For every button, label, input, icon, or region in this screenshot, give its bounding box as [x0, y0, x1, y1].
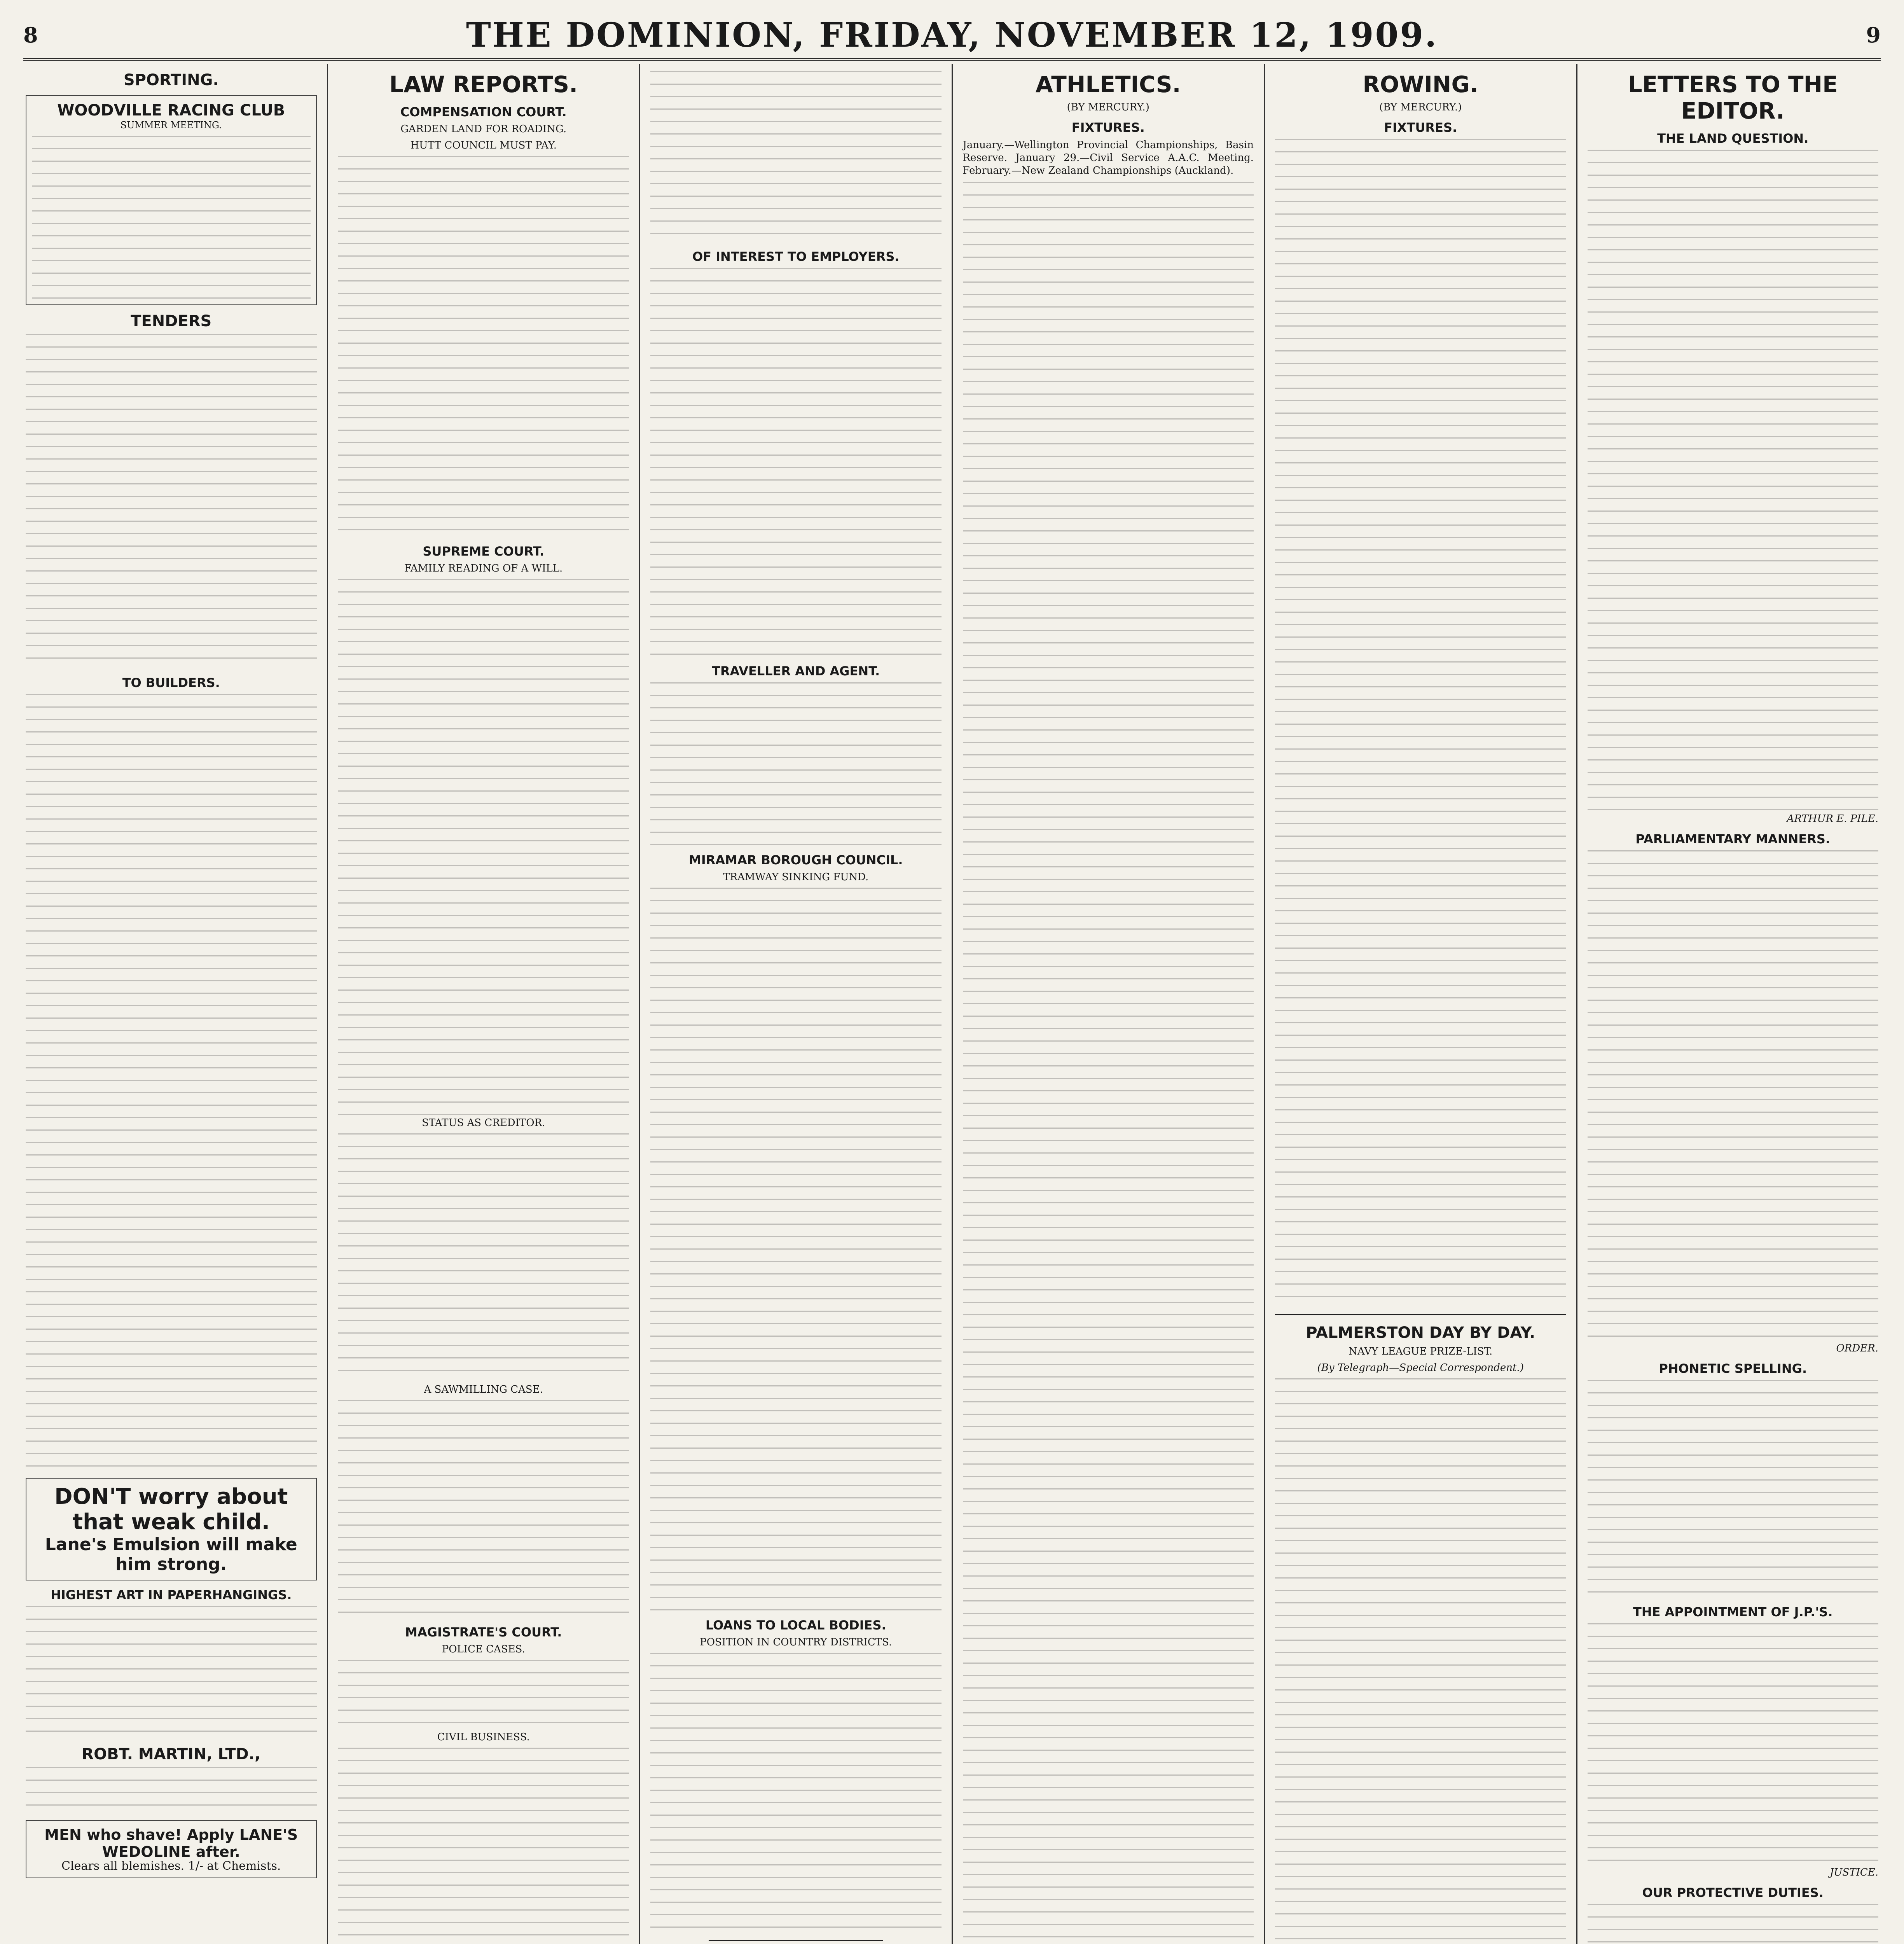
family-reading-subheading: FAMILY READING OF A WILL. [404, 563, 563, 574]
loans-text [650, 1653, 942, 1933]
tramway-fund-subheading: TRAMWAY SINKING FUND. [723, 871, 869, 883]
protective-duties-heading: OUR PROTECTIVE DUTIES. [1642, 1885, 1824, 1900]
sawmilling-text [338, 1400, 629, 1618]
employers-text [650, 268, 942, 657]
tenders-body [26, 334, 317, 668]
shave-line-1: MEN who shave! Apply LANE'S WEDOLINE after. [44, 1826, 298, 1860]
athletics-text [963, 182, 1254, 1944]
phonetic-heading: PHONETIC SPELLING. [1659, 1361, 1807, 1376]
hutt-council-subheading: HUTT COUNCIL MUST PAY. [410, 140, 557, 151]
divider [1275, 1314, 1566, 1315]
traveller-agent-heading: TRAVELLER AND AGENT. [712, 664, 880, 678]
sawmilling-subheading: A SAWMILLING CASE. [424, 1384, 543, 1395]
rowing-text [1275, 139, 1566, 1305]
paperhangings-heading: HIGHEST ART IN PAPERHANGINGS. [51, 1587, 292, 1602]
letters-heading: LETTERS TO THE EDITOR. [1628, 71, 1838, 124]
lanes-emulsion-ad [26, 1478, 317, 1580]
page-number-left: 8 [23, 23, 38, 47]
page-number-right: 9 [1866, 23, 1881, 47]
phonetic-text [1588, 1380, 1879, 1598]
signature-3: JUSTICE. [1830, 1867, 1878, 1878]
shave-line-2: Clears all blemishes. 1/- at Chemists. [61, 1859, 281, 1873]
compensation-court-heading: COMPENSATION COURT. [400, 105, 567, 119]
divider [709, 1940, 883, 1941]
athletics-byline: (BY MERCURY.) [1067, 101, 1149, 113]
civil-business-text [338, 1748, 629, 1944]
sporting-heading: SPORTING. [123, 71, 219, 89]
palmerston-text [1275, 1378, 1566, 1944]
column-advertisements [16, 64, 328, 1944]
signature-2: ORDER. [1836, 1343, 1878, 1354]
column-athletics [953, 64, 1265, 1944]
paperhangings-body [26, 1606, 317, 1738]
column-law-reports [328, 64, 641, 1944]
woodville-ad [26, 95, 317, 305]
supreme-court-heading: SUPREME COURT. [423, 544, 545, 559]
magistrates-court-heading: MAGISTRATE'S COURT. [405, 1625, 562, 1640]
parliamentary-manners-heading: PARLIAMENTARY MANNERS. [1635, 832, 1831, 846]
rowing-byline: (BY MERCURY.) [1379, 101, 1462, 113]
law-reports-heading: LAW REPORTS. [389, 71, 578, 98]
employers-heading: OF INTEREST TO EMPLOYERS. [692, 249, 900, 264]
masthead [23, 12, 1881, 61]
columns [16, 64, 1888, 1944]
woodville-subtitle: SUMMER MEETING. [120, 120, 222, 131]
telegraph-byline: (By Telegraph—Special Correspondent.) [1317, 1362, 1524, 1374]
to-builders-heading: TO BUILDERS. [122, 675, 220, 690]
wedoline-ad [26, 1820, 317, 1878]
navy-league-subheading: NAVY LEAGUE PRIZE-LIST. [1349, 1346, 1493, 1357]
woodville-title: WOODVILLE RACING CLUB [57, 101, 285, 119]
tenders-heading: TENDERS [131, 312, 212, 330]
column-letters [1577, 64, 1889, 1944]
continued-text [650, 71, 942, 242]
column-rowing [1265, 64, 1577, 1944]
rowing-fixtures-heading: FIXTURES. [1384, 120, 1457, 135]
signature-1: ARTHUR E. PILE. [1787, 813, 1878, 825]
status-creditor-subheading: STATUS AS CREDITOR. [422, 1117, 545, 1129]
rowing-heading: ROWING. [1362, 71, 1479, 98]
civil-business-subheading: CIVIL BUSINESS. [437, 1731, 530, 1743]
appointment-jps-heading: THE APPOINTMENT OF J.P.'S. [1633, 1605, 1833, 1619]
athletics-fixtures-heading: FIXTURES. [1071, 120, 1145, 135]
dont-worry-line-1: DON'T worry about [54, 1484, 288, 1509]
parliamentary-manners-text [1588, 850, 1879, 1340]
newspaper-title: THE DOMINION, FRIDAY, NOVEMBER 12, 1909. [466, 15, 1438, 55]
dont-worry-line-2: that weak child. [72, 1509, 270, 1535]
land-question-text [1588, 150, 1879, 811]
position-districts-subheading: POSITION IN COUNTRY DISTRICTS. [700, 1636, 892, 1648]
column-local-news [640, 64, 953, 1944]
protective-duties-text [1588, 1904, 1879, 1944]
supreme-court-text [338, 579, 629, 1115]
police-cases-subheading: POLICE CASES. [442, 1643, 525, 1655]
athletics-fixtures-text: January.—Wellington Provincial Championships, Basin Reserve. January 29.—Civil Service A.A.C. Meeting. February.—New Zealand Championships (Auckland). [962, 139, 1254, 177]
traveller-agent-text [650, 682, 942, 846]
police-cases-text [338, 1660, 629, 1730]
loans-heading: LOANS TO LOCAL BODIES. [705, 1618, 886, 1633]
robt-martin-heading: ROBT. MARTIN, LTD., [82, 1745, 261, 1763]
appointment-jps-text [1588, 1623, 1879, 1864]
land-question-heading: THE LAND QUESTION. [1657, 131, 1809, 146]
miramar-text [650, 888, 942, 1611]
palmerston-heading: PALMERSTON DAY BY DAY. [1306, 1324, 1535, 1342]
robt-martin-body [26, 1767, 317, 1814]
status-creditor-text [338, 1133, 629, 1382]
garden-land-subheading: GARDEN LAND FOR ROADING. [400, 123, 567, 135]
miramar-heading: MIRAMAR BOROUGH COUNCIL. [688, 853, 903, 867]
dont-worry-line-3: Lane's Emulsion will make him strong. [45, 1535, 297, 1574]
trade-ads-body [26, 694, 317, 1472]
compensation-text [338, 156, 629, 537]
athletics-heading: ATHLETICS. [1035, 71, 1181, 98]
woodville-body [32, 136, 311, 299]
